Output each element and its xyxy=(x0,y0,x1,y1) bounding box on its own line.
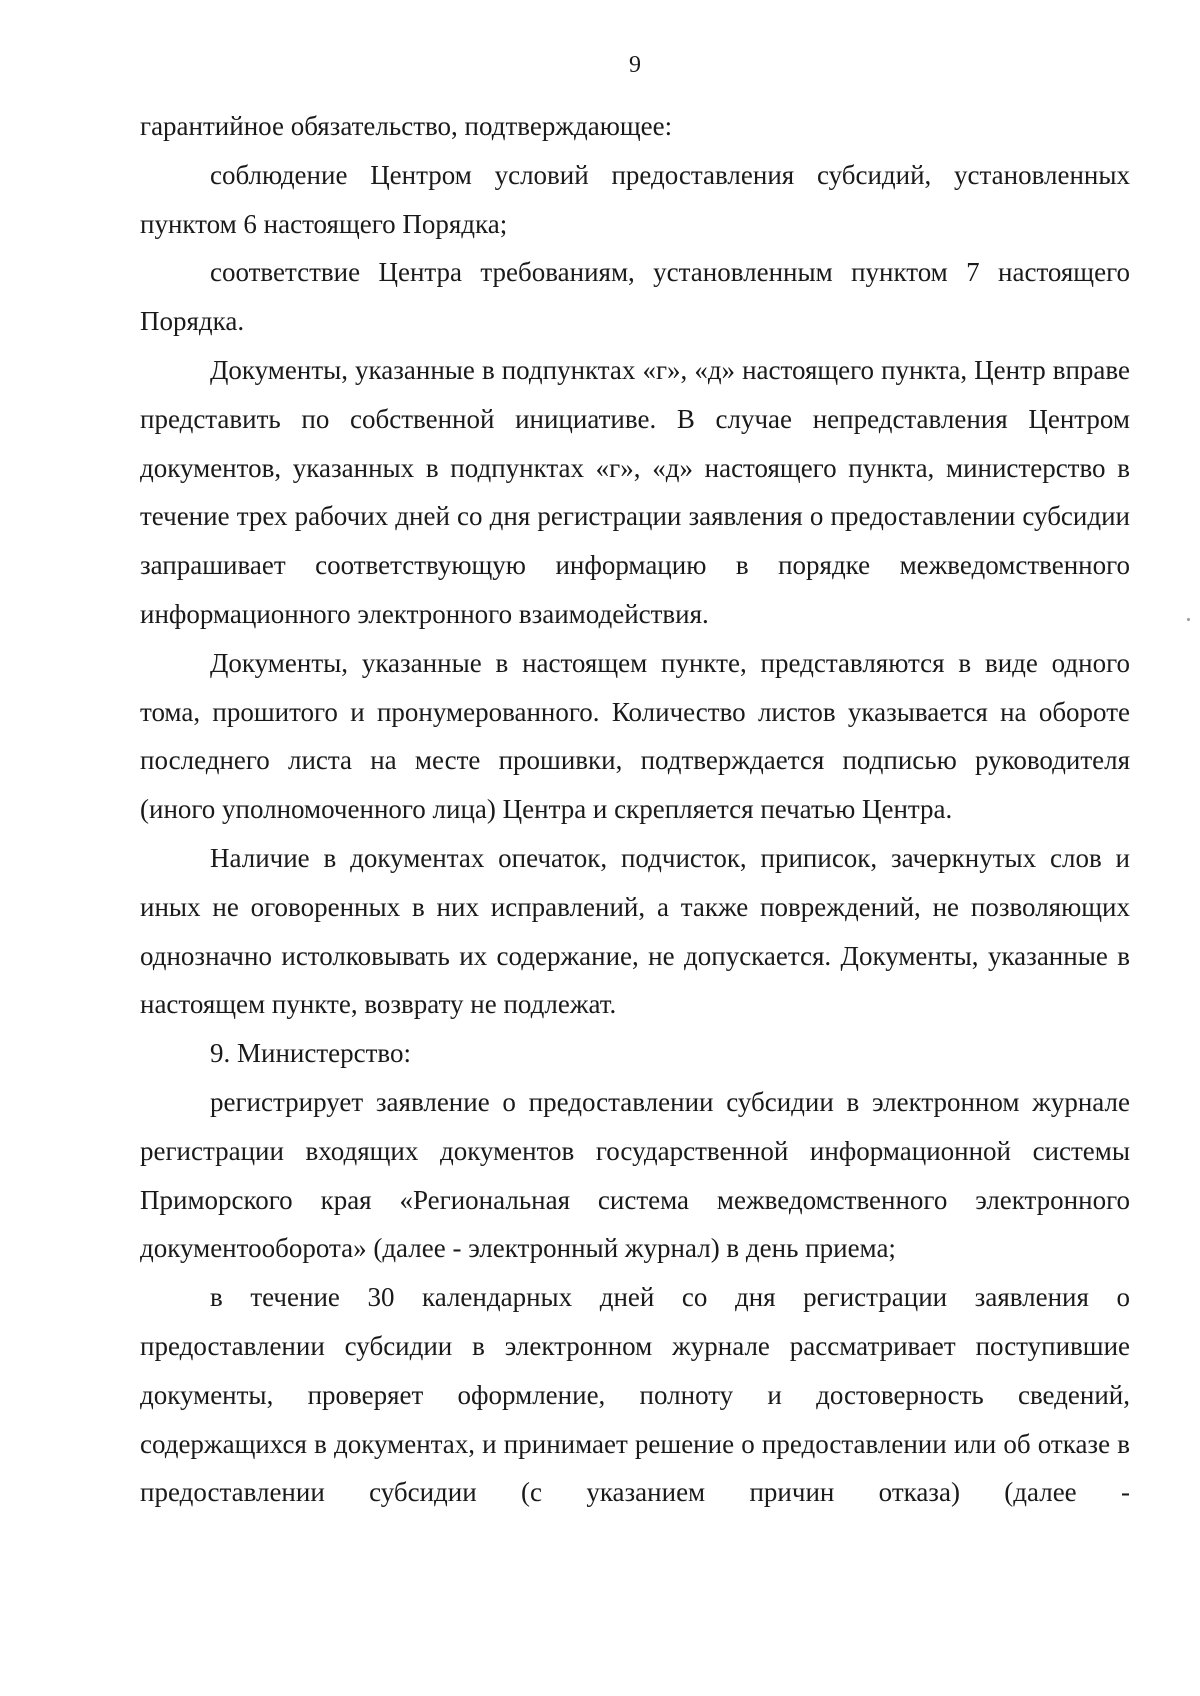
paragraph-guarantee-obligation: гарантийное обязательство, подтверждающее: xyxy=(140,111,673,141)
paragraph-documents-initiative: Документы, указанные в подпунктах «г», «д» настоящего пункта, Центр вправе представить по собственной инициативе. В случае непредставления Центром документов, указанных в подпунктах «г», «д» настоящего пункта, министерство в течение трех рабочих дней со дня регистрации заявления о предоставлении субсидии запрашивает соответствующую информацию в порядке межведомственного информационного электронного взаимодействия. xyxy=(140,354,1130,629)
paragraph-ministry-heading: 9. Министерство: xyxy=(210,1038,411,1069)
paragraph-documents-corrections: Наличие в документах опечаток, подчисток, приписок, зачеркнутых слов и иных не оговоренных в них исправлений, а также повреждений, не позволяющих однозначно истолковывать их содержание, не допускается. Документы, указанные в настоящем пункте, возврату не подлежат. xyxy=(140,842,1130,1020)
paragraph-registration: регистрирует заявление о предоставлении субсидии в электронном журнале регистрации входящих документов государственной информационной системы Приморского края «Региональная система межведомственного электронного документооборота» (далее - электронный журнал) в день приема; xyxy=(140,1086,1130,1264)
margin-speck xyxy=(1187,618,1190,621)
paragraph-review-period: в течение 30 календарных дней со дня регистрации заявления о предоставлении субсидии в электронном журнале рассматривает поступившие документы, проверяет оформление, полноту и достоверность сведений, содержащихся в документах, и принимает решение о предоставлении или об отказе в предоставлении субсидии (с указанием причин отказа) (далее - xyxy=(140,1282,1130,1508)
paragraph-compliance-conditions: соблюдение Центром условий предоставления субсидий, установленных пунктом 6 настоящего Порядка; xyxy=(140,159,1130,239)
paragraph-documents-volume: Документы, указанные в настоящем пункте, представляются в виде одного тома, прошитого и пронумерованного. Количество листов указывается на обороте последнего листа на месте прошивки, подтверждается подписью руководителя (иного уполномоченного лица) Центра и скрепляется печатью Центра. xyxy=(140,647,1130,825)
document-body xyxy=(140,102,1130,1517)
page-number: 9 xyxy=(629,52,641,78)
paragraph-compliance-requirements: соответствие Центра требованиям, установленным пунктом 7 настоящего Порядка. xyxy=(140,257,1130,337)
